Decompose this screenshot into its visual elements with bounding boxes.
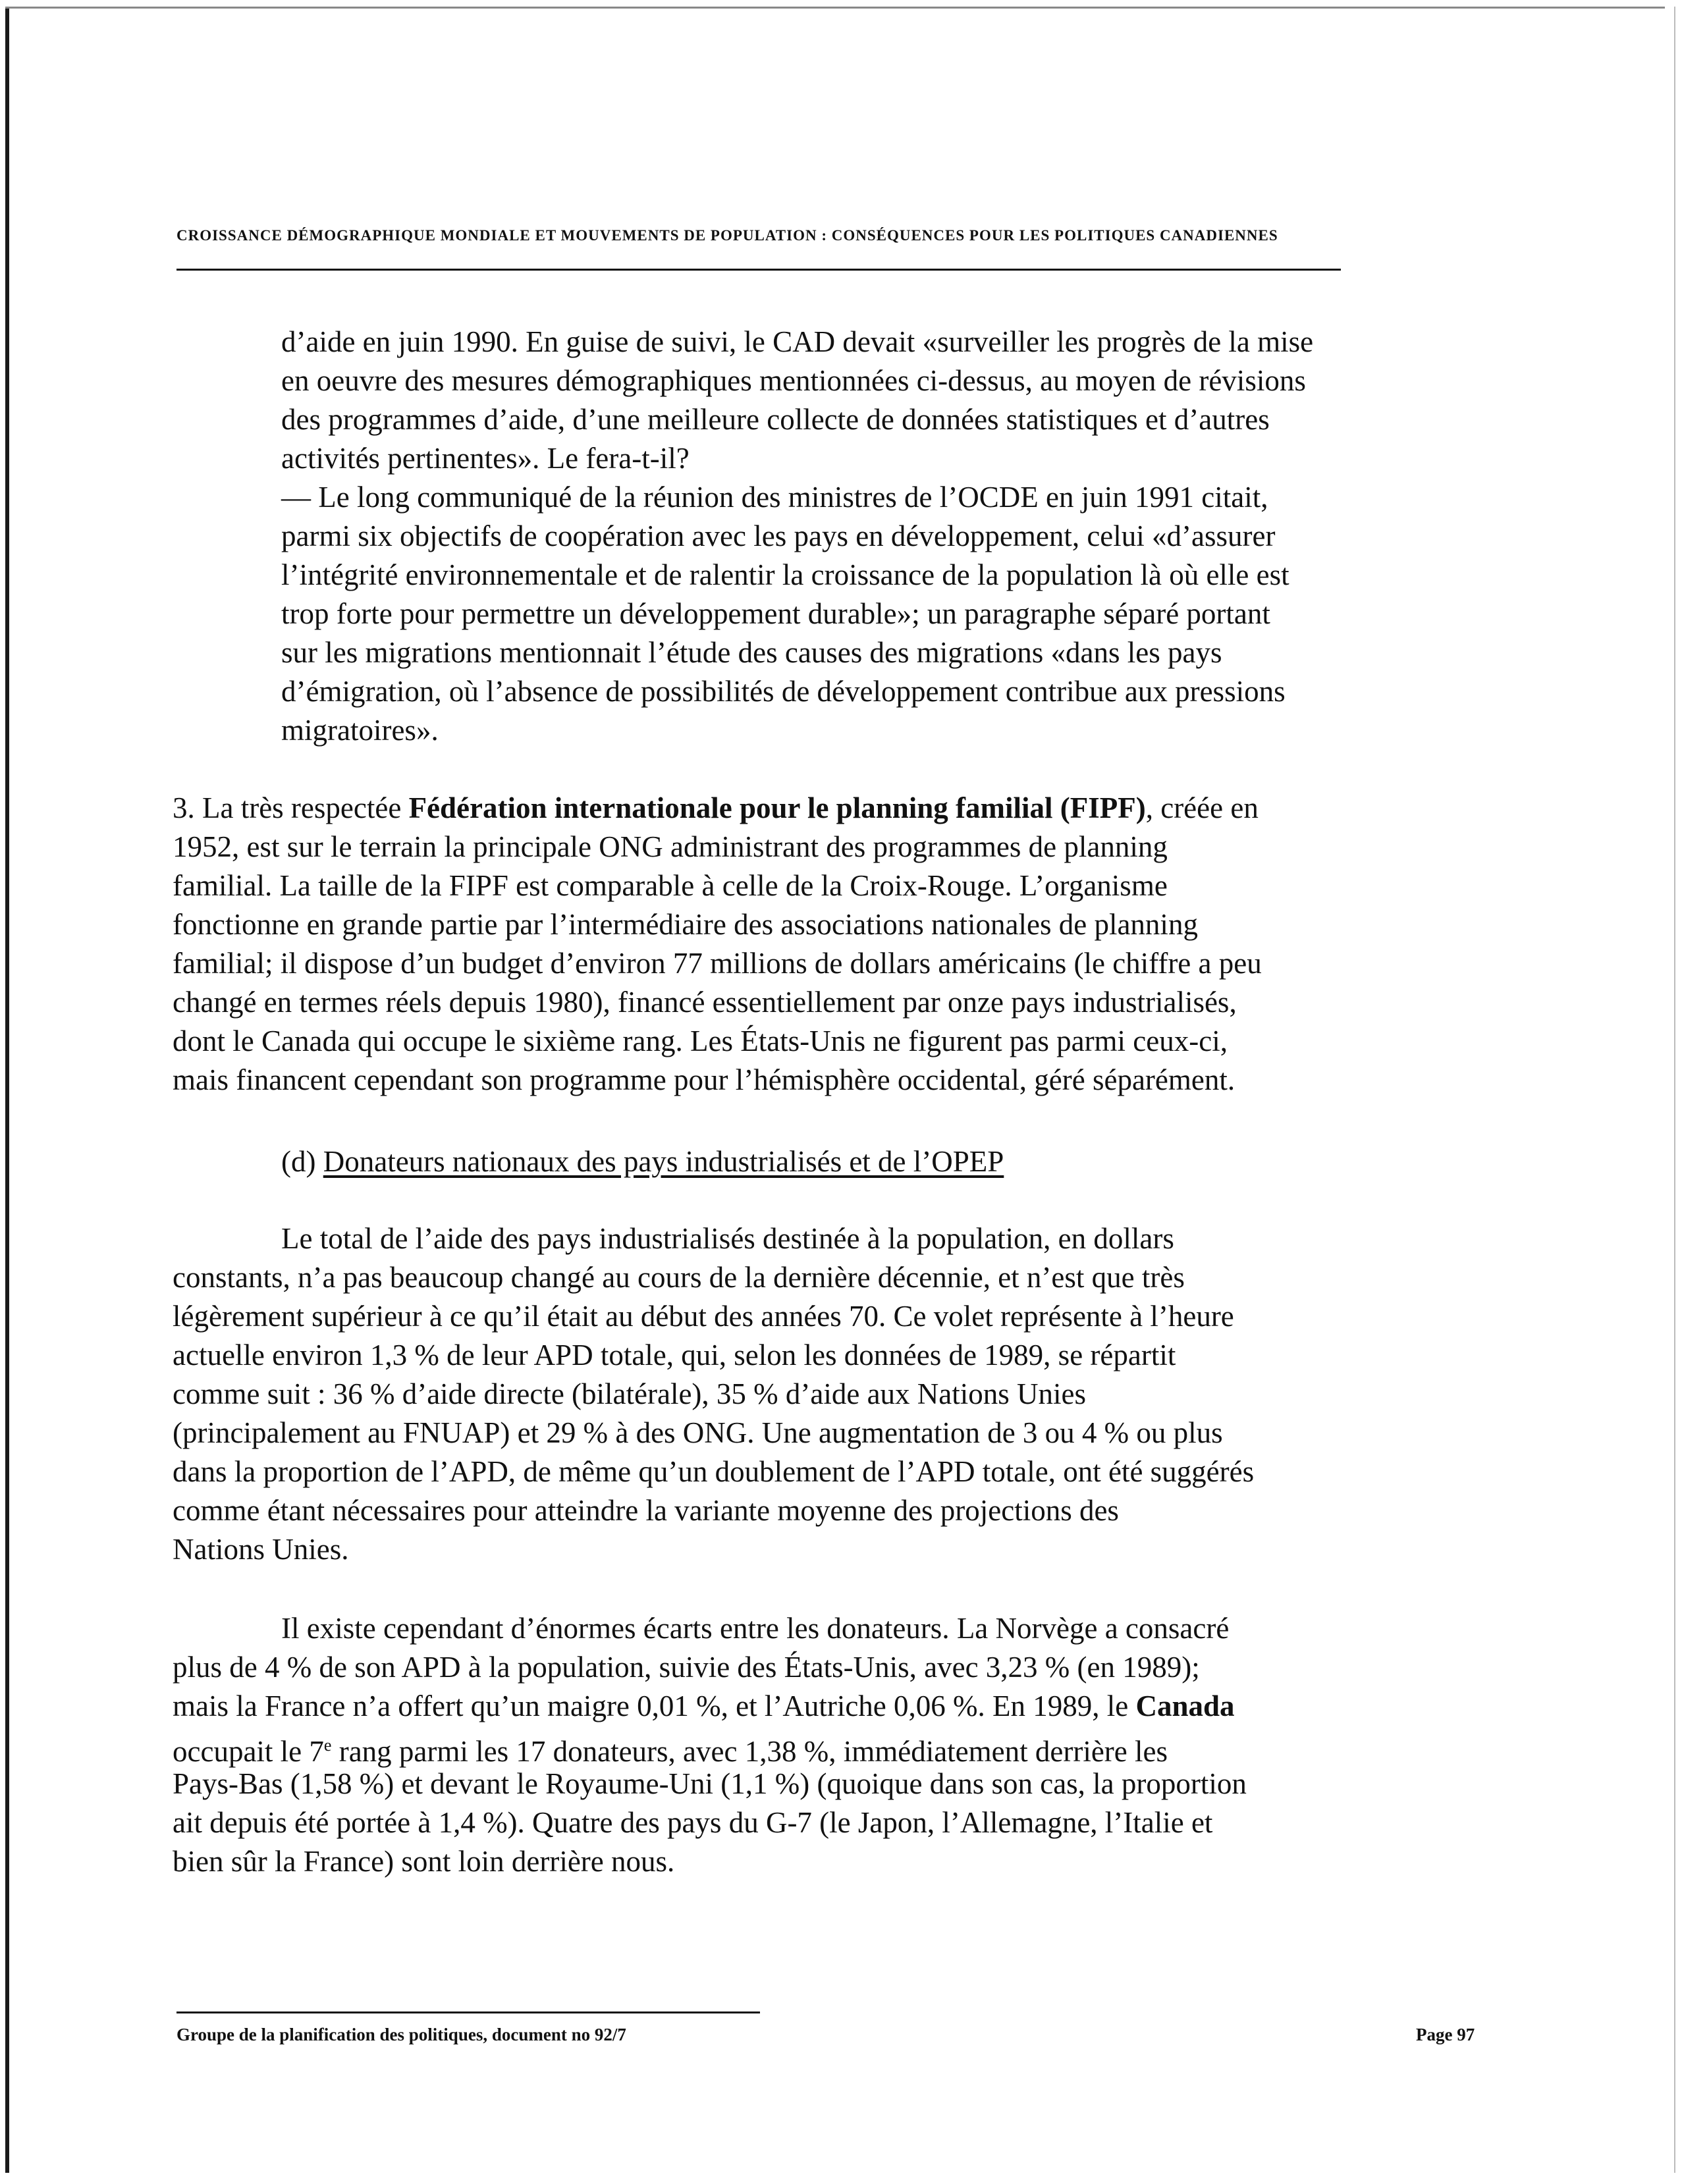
text-line: 1952, est sur le terrain la principale ONG administrant des programmes de planning [173, 830, 1168, 863]
text-line: comme étant nécessaires pour atteindre la variante moyenne des projections des [173, 1494, 1119, 1527]
text-line: actuelle environ 1,3 % de leur APD totale, qui, selon les données de 1989, se répartit [173, 1339, 1176, 1372]
text-line: activités pertinentes». Le fera-t-il? [281, 442, 690, 475]
text-line: Il existe cependant d’énormes écarts entre les donateurs. La Norvège a consacré [281, 1612, 1230, 1645]
text-line: l’intégrité environnementale et de ralentir la croissance de la population là où elle est [281, 558, 1289, 591]
text-line: comme suit : 36 % d’aide directe (bilatérale), 35 % d’aide aux Nations Unies [173, 1377, 1087, 1410]
item-3-first-line: 3. La très respectée Fédération internationale pour le planning familial (FIPF), créée en [173, 791, 1259, 824]
section-heading: (d) Donateurs nationaux des pays industrialisés et de l’OPEP [281, 1145, 1004, 1178]
text-line: d’aide en juin 1990. En guise de suivi, le CAD devait «surveiller les progrès de la mise [281, 325, 1314, 358]
scan-right-border [1674, 7, 1675, 2173]
text-line: — Le long communiqué de la réunion des ministres de l’OCDE en juin 1991 citait, [281, 481, 1268, 514]
text-line: bien sûr la France) sont loin derrière nous. [173, 1845, 675, 1878]
text-line: migratoires». [281, 714, 439, 747]
text-line: parmi six objectifs de coopération avec les pays en développement, celui «d’assurer [281, 519, 1276, 552]
text-line: dans la proportion de l’APD, de même qu’un doublement de l’APD totale, ont été suggérés [173, 1455, 1255, 1488]
text-line: mais la France n’a offert qu’un maigre 0,01 %, et l’Autriche 0,06 %. En 1989, le Canada [173, 1690, 1235, 1722]
footer-rule [176, 2011, 760, 2013]
text-line: sur les migrations mentionnait l’étude des causes des migrations «dans les pays [281, 636, 1222, 669]
canada-bold: Canada [1135, 1690, 1235, 1722]
text-line: plus de 4 % de son APD à la population, suivie des États-Unis, avec 3,23 % (en 1989); [173, 1651, 1200, 1684]
page-number: Page 97 [1416, 2025, 1475, 2044]
text-line: des programmes d’aide, d’une meilleure collecte de données statistiques et d’autres [281, 403, 1270, 436]
text-line: familial. La taille de la FIPF est comparable à celle de la Croix-Rouge. L’organisme [173, 869, 1168, 902]
footer-source: Groupe de la planification des politiques, document no 92/7 [176, 2025, 626, 2044]
running-head: CROISSANCE DÉMOGRAPHIQUE MONDIALE ET MOUVEMENTS DE POPULATION : CONSÉQUENCES POUR LES POLITIQUES CANADIENNES [176, 227, 1278, 244]
text-line: familial; il dispose d’un budget d’environ 77 millions de dollars américains (le chiffre a peu [173, 947, 1262, 980]
fipf-name: Fédération internationale pour le planning familial (FIPF) [408, 791, 1146, 824]
text-line: occupait le 7e rang parmi les 17 donateurs, avec 1,38 %, immédiatement derrière les [173, 1735, 1168, 1768]
text-line: constants, n’a pas beaucoup changé au cours de la dernière décennie, et n’est que très [173, 1261, 1185, 1294]
text-line: en oeuvre des mesures démographiques mentionnées ci-dessus, au moyen de révisions [281, 364, 1306, 397]
text-line: fonctionne en grande partie par l’intermédiaire des associations nationales de planning [173, 908, 1198, 941]
header-rule [176, 269, 1341, 271]
scan-left-border [5, 7, 9, 2173]
section-title: Donateurs nationaux des pays industrialisés et de l’OPEP [323, 1145, 1004, 1178]
text-line: mais financent cependant son programme pour l’hémisphère occidental, géré séparément. [173, 1063, 1235, 1096]
text-line: Nations Unies. [173, 1533, 349, 1566]
text-line: d’émigration, où l’absence de possibilités de développement contribue aux pressions [281, 675, 1286, 708]
text-line: Pays-Bas (1,58 %) et devant le Royaume-Uni (1,1 %) (quoique dans son cas, la proportion [173, 1767, 1247, 1800]
text-line: dont le Canada qui occupe le sixième rang. Les États-Unis ne figurent pas parmi ceux-ci, [173, 1025, 1228, 1057]
text-line: légèrement supérieur à ce qu’il était au début des années 70. Ce volet représente à l’heure [173, 1300, 1234, 1333]
text-line: (principalement au FNUAP) et 29 % à des ONG. Une augmentation de 3 ou 4 % ou plus [173, 1416, 1223, 1449]
text-line: trop forte pour permettre un développement durable»; un paragraphe séparé portant [281, 597, 1270, 630]
scan-top-border [5, 7, 1665, 9]
text-line: changé en termes réels depuis 1980), financé essentiellement par onze pays industrialisés, [173, 986, 1237, 1019]
text-line: ait depuis été portée à 1,4 %). Quatre des pays du G-7 (le Japon, l’Allemagne, l’Italie et [173, 1806, 1213, 1839]
text-line: Le total de l’aide des pays industrialisés destinée à la population, en dollars [281, 1222, 1174, 1255]
